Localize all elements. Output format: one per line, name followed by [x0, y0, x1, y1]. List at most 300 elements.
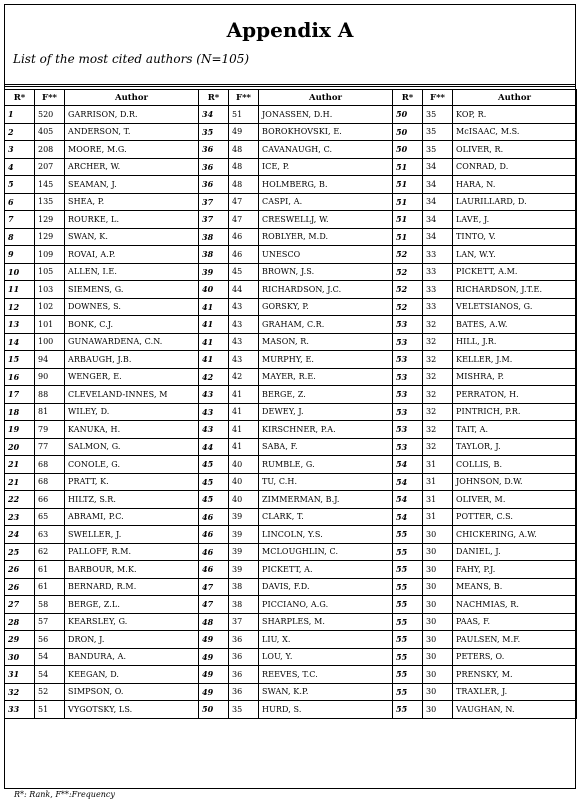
- rank-cell: 53: [393, 386, 423, 404]
- frequency-cell: 54: [35, 666, 65, 684]
- author-cell: KEEGAN, D.: [65, 666, 199, 684]
- table-row: [5, 578, 577, 596]
- frequency-cell: 31: [423, 456, 453, 474]
- rank-cell: 45: [199, 473, 229, 491]
- frequency-cell: 32: [423, 368, 453, 386]
- rank-cell: 9: [5, 246, 35, 264]
- frequency-cell: 102: [35, 298, 65, 316]
- frequency-cell: 61: [35, 578, 65, 596]
- author-cell: ROBLYER, M.D.: [259, 228, 393, 246]
- rank-cell: 51: [393, 158, 423, 176]
- author-cell: DRON, J.: [65, 631, 199, 649]
- rank-cell: 22: [5, 491, 35, 509]
- frequency-cell: 30: [423, 631, 453, 649]
- frequency-cell: 30: [423, 666, 453, 684]
- frequency-cell: 32: [423, 386, 453, 404]
- author-cell: PRENSKY, M.: [453, 666, 577, 684]
- rank-cell: 34: [199, 106, 229, 124]
- rank-cell: 51: [393, 176, 423, 194]
- header-frequency: F**: [35, 90, 65, 106]
- author-cell: MISHRA, P.: [453, 368, 577, 386]
- frequency-cell: 109: [35, 246, 65, 264]
- author-cell: HILTZ, S.R.: [65, 491, 199, 509]
- table-row: [5, 176, 577, 194]
- frequency-cell: 40: [229, 491, 259, 509]
- author-cell: WILEY, D.: [65, 403, 199, 421]
- rank-cell: 52: [393, 263, 423, 281]
- header-rank: R*: [5, 90, 35, 106]
- frequency-cell: 46: [229, 228, 259, 246]
- author-cell: HARA, N.: [453, 176, 577, 194]
- author-cell: REEVES, T.C.: [259, 666, 393, 684]
- table-row: [5, 666, 577, 684]
- author-cell: SABA, F.: [259, 438, 393, 456]
- rank-cell: 36: [199, 158, 229, 176]
- rank-cell: 43: [199, 386, 229, 404]
- frequency-cell: 135: [35, 193, 65, 211]
- frequency-cell: 145: [35, 176, 65, 194]
- author-cell: TRAXLER, J.: [453, 683, 577, 701]
- table-row: [5, 211, 577, 229]
- author-cell: BERNARD, R.M.: [65, 578, 199, 596]
- author-cell: LAVE, J.: [453, 211, 577, 229]
- author-cell: ANDERSON, T.: [65, 123, 199, 141]
- rank-cell: 55: [393, 613, 423, 631]
- frequency-cell: 30: [423, 578, 453, 596]
- frequency-cell: 51: [35, 701, 65, 719]
- rank-cell: 50: [393, 141, 423, 159]
- rank-cell: 49: [199, 631, 229, 649]
- author-cell: SIEMENS, G.: [65, 281, 199, 299]
- rank-cell: 23: [5, 508, 35, 526]
- rank-cell: 54: [393, 508, 423, 526]
- rank-cell: 53: [393, 421, 423, 439]
- frequency-cell: 68: [35, 473, 65, 491]
- frequency-cell: 61: [35, 561, 65, 579]
- author-cell: CLEVELAND-INNES, M: [65, 386, 199, 404]
- rank-cell: 30: [5, 648, 35, 666]
- table-row: [5, 228, 577, 246]
- frequency-cell: 48: [229, 158, 259, 176]
- rank-cell: 55: [393, 631, 423, 649]
- author-cell: BROWN, J.S.: [259, 263, 393, 281]
- rank-cell: 39: [199, 263, 229, 281]
- author-cell: VYGOTSKY, LS.: [65, 701, 199, 719]
- frequency-cell: 105: [35, 263, 65, 281]
- table-row: [5, 613, 577, 631]
- author-cell: KELLER, J.M.: [453, 351, 577, 369]
- table-row: [5, 263, 577, 281]
- frequency-cell: 32: [423, 438, 453, 456]
- rank-cell: 51: [393, 193, 423, 211]
- frequency-cell: 41: [229, 403, 259, 421]
- author-cell: BERGE, Z.: [259, 386, 393, 404]
- frequency-cell: 33: [423, 298, 453, 316]
- frequency-cell: 30: [423, 596, 453, 614]
- frequency-cell: 36: [229, 648, 259, 666]
- table-row: [5, 368, 577, 386]
- author-cell: RICHARDSON, J.C.: [259, 281, 393, 299]
- frequency-cell: 94: [35, 351, 65, 369]
- rank-cell: 40: [199, 281, 229, 299]
- rank-cell: 42: [199, 368, 229, 386]
- rank-cell: 51: [393, 211, 423, 229]
- author-cell: PRATT, K.: [65, 473, 199, 491]
- table-row: [5, 403, 577, 421]
- author-cell: TAYLOR, J.: [453, 438, 577, 456]
- author-cell: PERRATON, H.: [453, 386, 577, 404]
- rank-cell: 45: [199, 456, 229, 474]
- rank-cell: 4: [5, 158, 35, 176]
- rank-cell: 52: [393, 298, 423, 316]
- rank-cell: 55: [393, 701, 423, 719]
- author-cell: OLIVER, R.: [453, 141, 577, 159]
- table-row: [5, 438, 577, 456]
- rank-cell: 2: [5, 123, 35, 141]
- frequency-cell: 31: [423, 508, 453, 526]
- author-cell: PICKETT, A.: [259, 561, 393, 579]
- frequency-cell: 34: [423, 211, 453, 229]
- table-footnote: R*: Rank, F**:Frequency: [14, 790, 115, 799]
- author-cell: DANIEL, J.: [453, 543, 577, 561]
- table-row: [5, 158, 577, 176]
- rank-cell: 41: [199, 298, 229, 316]
- header-frequency: F**: [423, 90, 453, 106]
- frequency-cell: 32: [423, 333, 453, 351]
- rank-cell: 55: [393, 578, 423, 596]
- rank-cell: 33: [5, 701, 35, 719]
- rank-cell: 37: [199, 193, 229, 211]
- table-header-row: [5, 90, 577, 106]
- frequency-cell: 30: [423, 561, 453, 579]
- table-caption: List of the most cited authors (N=105): [13, 52, 250, 66]
- author-cell: ARCHER, W.: [65, 158, 199, 176]
- table-row: [5, 701, 577, 719]
- table-row: [5, 123, 577, 141]
- rank-cell: 13: [5, 316, 35, 334]
- author-cell: TINTO, V.: [453, 228, 577, 246]
- author-cell: COLLIS, B.: [453, 456, 577, 474]
- frequency-cell: 30: [423, 613, 453, 631]
- frequency-cell: 34: [423, 193, 453, 211]
- author-cell: PAAS, F.: [453, 613, 577, 631]
- rank-cell: 36: [199, 141, 229, 159]
- author-cell: GARRISON, D.R.: [65, 106, 199, 124]
- rank-cell: 11: [5, 281, 35, 299]
- author-cell: WENGER, E.: [65, 368, 199, 386]
- author-cell: TAIT, A.: [453, 421, 577, 439]
- frequency-cell: 38: [229, 578, 259, 596]
- author-cell: BOROKHOVSKI, E.: [259, 123, 393, 141]
- frequency-cell: 49: [229, 123, 259, 141]
- author-cell: RICHARDSON, J.T.E.: [453, 281, 577, 299]
- rank-cell: 46: [199, 561, 229, 579]
- author-cell: HURD, S.: [259, 701, 393, 719]
- author-cell: SHEA, P.: [65, 193, 199, 211]
- author-cell: HOLMBERG, B.: [259, 176, 393, 194]
- rank-cell: 49: [199, 648, 229, 666]
- header-author: Author: [259, 90, 393, 106]
- rank-cell: 55: [393, 561, 423, 579]
- rank-cell: 53: [393, 333, 423, 351]
- frequency-cell: 45: [229, 263, 259, 281]
- author-cell: LINCOLN, Y.S.: [259, 526, 393, 544]
- rank-cell: 53: [393, 403, 423, 421]
- table-row: [5, 456, 577, 474]
- author-cell: UNESCO: [259, 246, 393, 264]
- frequency-cell: 39: [229, 526, 259, 544]
- frequency-cell: 41: [229, 438, 259, 456]
- frequency-cell: 47: [229, 193, 259, 211]
- frequency-cell: 30: [423, 648, 453, 666]
- frequency-cell: 57: [35, 613, 65, 631]
- rank-cell: 19: [5, 421, 35, 439]
- rank-cell: 35: [199, 123, 229, 141]
- frequency-cell: 68: [35, 456, 65, 474]
- frequency-cell: 46: [229, 246, 259, 264]
- rank-cell: 49: [199, 666, 229, 684]
- frequency-cell: 39: [229, 561, 259, 579]
- author-cell: CLARK, T.: [259, 508, 393, 526]
- frequency-cell: 207: [35, 158, 65, 176]
- rank-cell: 55: [393, 666, 423, 684]
- rank-cell: 32: [5, 683, 35, 701]
- page-title: Appendix A: [226, 18, 354, 42]
- frequency-cell: 51: [229, 106, 259, 124]
- table-row: [5, 526, 577, 544]
- table-row: [5, 421, 577, 439]
- frequency-cell: 79: [35, 421, 65, 439]
- frequency-cell: 129: [35, 211, 65, 229]
- table-row: [5, 246, 577, 264]
- cited-authors-table: [4, 89, 577, 719]
- author-cell: BANDURA, A.: [65, 648, 199, 666]
- rank-cell: 55: [393, 596, 423, 614]
- author-cell: ABRAMI, P.C.: [65, 508, 199, 526]
- rank-cell: 16: [5, 368, 35, 386]
- rank-cell: 53: [393, 438, 423, 456]
- author-cell: RUMBLE, G.: [259, 456, 393, 474]
- frequency-cell: 42: [229, 368, 259, 386]
- author-cell: VAUGHAN, N.: [453, 701, 577, 719]
- author-cell: DEWEY, J.: [259, 403, 393, 421]
- rank-cell: 26: [5, 561, 35, 579]
- author-cell: JOHNSON, D.W.: [453, 473, 577, 491]
- author-cell: KOP, R.: [453, 106, 577, 124]
- frequency-cell: 34: [423, 176, 453, 194]
- frequency-cell: 36: [229, 666, 259, 684]
- author-cell: CASPI, A.: [259, 193, 393, 211]
- author-cell: HILL, J.R.: [453, 333, 577, 351]
- author-cell: MEANS, B.: [453, 578, 577, 596]
- rank-cell: 55: [393, 648, 423, 666]
- rank-cell: 27: [5, 596, 35, 614]
- rank-cell: 44: [199, 438, 229, 456]
- author-cell: DOWNES, S.: [65, 298, 199, 316]
- rank-cell: 21: [5, 456, 35, 474]
- author-cell: LIU, X.: [259, 631, 393, 649]
- rank-cell: 38: [199, 246, 229, 264]
- rank-cell: 8: [5, 228, 35, 246]
- frequency-cell: 38: [229, 596, 259, 614]
- author-cell: MOORE, M.G.: [65, 141, 199, 159]
- rank-cell: 50: [199, 701, 229, 719]
- rank-cell: 52: [393, 246, 423, 264]
- author-cell: MCLOUGHLIN, C.: [259, 543, 393, 561]
- author-cell: MURPHY, E.: [259, 351, 393, 369]
- frequency-cell: 30: [423, 543, 453, 561]
- rank-cell: 55: [393, 526, 423, 544]
- author-cell: SIMPSON, O.: [65, 683, 199, 701]
- table-row: [5, 683, 577, 701]
- frequency-cell: 54: [35, 648, 65, 666]
- frequency-cell: 52: [35, 683, 65, 701]
- author-cell: CHICKERING, A.W.: [453, 526, 577, 544]
- table-row: [5, 298, 577, 316]
- author-cell: ICE, P.: [259, 158, 393, 176]
- rank-cell: 7: [5, 211, 35, 229]
- frequency-cell: 101: [35, 316, 65, 334]
- rank-cell: 17: [5, 386, 35, 404]
- rank-cell: 53: [393, 316, 423, 334]
- author-cell: ARBAUGH, J.B.: [65, 351, 199, 369]
- frequency-cell: 44: [229, 281, 259, 299]
- rank-cell: 55: [393, 683, 423, 701]
- frequency-cell: 43: [229, 298, 259, 316]
- author-cell: SWAN, K.: [65, 228, 199, 246]
- frequency-cell: 33: [423, 263, 453, 281]
- author-cell: DAVIS, F.D.: [259, 578, 393, 596]
- author-cell: MAYER, R.E.: [259, 368, 393, 386]
- header-author: Author: [453, 90, 577, 106]
- frequency-cell: 81: [35, 403, 65, 421]
- table-row: [5, 561, 577, 579]
- author-cell: MASON, R.: [259, 333, 393, 351]
- rank-cell: 10: [5, 263, 35, 281]
- rank-cell: 26: [5, 578, 35, 596]
- author-cell: OLIVER, M.: [453, 491, 577, 509]
- rank-cell: 54: [393, 473, 423, 491]
- header-frequency: F**: [229, 90, 259, 106]
- author-cell: ALLEN, I.E.: [65, 263, 199, 281]
- table-row: [5, 508, 577, 526]
- rank-cell: 6: [5, 193, 35, 211]
- rank-cell: 51: [393, 228, 423, 246]
- rank-cell: 15: [5, 351, 35, 369]
- frequency-cell: 103: [35, 281, 65, 299]
- rank-cell: 54: [393, 491, 423, 509]
- rank-cell: 49: [199, 683, 229, 701]
- frequency-cell: 33: [423, 246, 453, 264]
- frequency-cell: 31: [423, 491, 453, 509]
- frequency-cell: 34: [423, 158, 453, 176]
- rank-cell: 48: [199, 613, 229, 631]
- double-rule-divider: [4, 84, 576, 87]
- frequency-cell: 43: [229, 316, 259, 334]
- frequency-cell: 30: [423, 526, 453, 544]
- author-cell: BERGE, Z.L.: [65, 596, 199, 614]
- rank-cell: 24: [5, 526, 35, 544]
- author-cell: GRAHAM, C.R.: [259, 316, 393, 334]
- author-cell: KIRSCHNER, P.A.: [259, 421, 393, 439]
- rank-cell: 5: [5, 176, 35, 194]
- author-cell: LAN, W.Y.: [453, 246, 577, 264]
- rank-cell: 41: [199, 316, 229, 334]
- rank-cell: 46: [199, 526, 229, 544]
- frequency-cell: 63: [35, 526, 65, 544]
- frequency-cell: 36: [229, 631, 259, 649]
- author-cell: VELETSIANOS, G.: [453, 298, 577, 316]
- rank-cell: 53: [393, 351, 423, 369]
- frequency-cell: 129: [35, 228, 65, 246]
- author-cell: SWAN, K.P.: [259, 683, 393, 701]
- rank-cell: 31: [5, 666, 35, 684]
- rank-cell: 54: [393, 456, 423, 474]
- rank-cell: 28: [5, 613, 35, 631]
- author-cell: TU, C.H.: [259, 473, 393, 491]
- author-cell: SHARPLES, M.: [259, 613, 393, 631]
- author-cell: McISAAC, M.S.: [453, 123, 577, 141]
- table-row: [5, 333, 577, 351]
- rank-cell: 18: [5, 403, 35, 421]
- table-row: [5, 543, 577, 561]
- author-cell: BONK, C.J.: [65, 316, 199, 334]
- rank-cell: 41: [199, 351, 229, 369]
- author-cell: ROURKE, L.: [65, 211, 199, 229]
- author-cell: PICKETT, A.M.: [453, 263, 577, 281]
- author-cell: NACHMIAS, R.: [453, 596, 577, 614]
- frequency-cell: 43: [229, 333, 259, 351]
- frequency-cell: 30: [423, 701, 453, 719]
- frequency-cell: 48: [229, 176, 259, 194]
- author-cell: PICCIANO, A.G.: [259, 596, 393, 614]
- frequency-cell: 65: [35, 508, 65, 526]
- author-cell: LAURILLARD, D.: [453, 193, 577, 211]
- rank-cell: 36: [199, 176, 229, 194]
- table-row: [5, 141, 577, 159]
- rank-cell: 52: [393, 281, 423, 299]
- frequency-cell: 32: [423, 421, 453, 439]
- frequency-cell: 35: [423, 106, 453, 124]
- rank-cell: 45: [199, 491, 229, 509]
- author-cell: PALLOFF, R.M.: [65, 543, 199, 561]
- author-cell: PAULSEN, M.F.: [453, 631, 577, 649]
- frequency-cell: 37: [229, 613, 259, 631]
- rank-cell: 47: [199, 596, 229, 614]
- rank-cell: 25: [5, 543, 35, 561]
- rank-cell: 47: [199, 578, 229, 596]
- frequency-cell: 90: [35, 368, 65, 386]
- table-body: [5, 106, 577, 719]
- table-row: [5, 281, 577, 299]
- table-row: [5, 351, 577, 369]
- rank-cell: 3: [5, 141, 35, 159]
- frequency-cell: 35: [229, 701, 259, 719]
- frequency-cell: 41: [229, 421, 259, 439]
- frequency-cell: 100: [35, 333, 65, 351]
- rank-cell: 55: [393, 543, 423, 561]
- frequency-cell: 41: [229, 386, 259, 404]
- frequency-cell: 30: [423, 683, 453, 701]
- author-cell: BARBOUR, M.K.: [65, 561, 199, 579]
- frequency-cell: 208: [35, 141, 65, 159]
- frequency-cell: 32: [423, 351, 453, 369]
- author-cell: SEAMAN, J.: [65, 176, 199, 194]
- rank-cell: 46: [199, 508, 229, 526]
- frequency-cell: 77: [35, 438, 65, 456]
- author-cell: JONASSEN, D.H.: [259, 106, 393, 124]
- frequency-cell: 43: [229, 351, 259, 369]
